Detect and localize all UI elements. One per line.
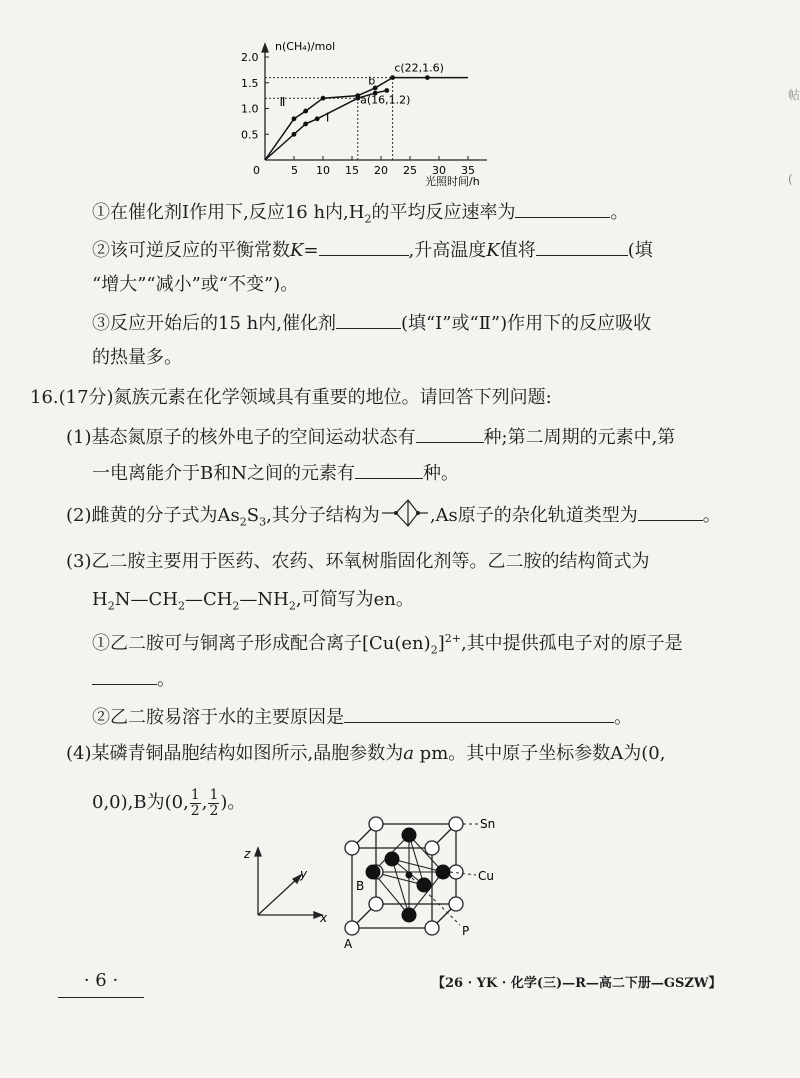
q16-heading: 16.(17分)氮族元素在化学领域具有重要的地位。请回答下列问题:: [30, 387, 552, 408]
q16-part4: (4)某磷青铜晶胞结构如图所示,晶胞参数为a pm。其中原子坐标参数A为(0,: [66, 743, 666, 764]
q16-part3: (3)乙二胺主要用于医药、农药、环氧树脂固化剂等。乙二胺的结构简式为: [66, 551, 650, 572]
edge-mark: 帖: [788, 88, 800, 102]
label-cu: Cu: [478, 869, 494, 883]
answer-blank[interactable]: [416, 424, 484, 443]
axis-x-label: x: [320, 911, 328, 925]
cu-atom: [417, 878, 432, 893]
x-tick-label: 30: [432, 164, 446, 177]
data-point: [303, 109, 308, 114]
sn-atom: [345, 921, 359, 935]
cu-atom: [402, 828, 417, 843]
x-tick-label: 20: [374, 164, 388, 177]
q15-sub1: ①在催化剂Ⅰ作用下,反应16 h内$,H_2$的平均反应速率为 。: [92, 199, 628, 232]
page-number: · 6 ·: [58, 970, 144, 998]
x-tick-label: 10: [316, 164, 330, 177]
p-atom: [406, 872, 413, 879]
data-point: [321, 96, 326, 101]
label-p: P: [462, 924, 470, 938]
point-annotation: c(22,1.6): [394, 61, 444, 75]
cu-atom: [436, 865, 451, 880]
sn-atom: [449, 817, 463, 831]
answer-blank[interactable]: [336, 310, 401, 329]
series-label: Ⅱ: [279, 94, 286, 109]
data-point: [303, 122, 308, 127]
q15-sub2-cont: “增大”“减小”或“不变”)。: [92, 274, 299, 295]
sn-atom: [425, 841, 439, 855]
sn-atom: [425, 921, 439, 935]
q16-part1: (1)基态氮原子的核外电子的空间运动状态有 种;第二周期的元素中,第: [66, 424, 675, 450]
answer-blank[interactable]: [536, 237, 628, 256]
y-tick-label: 1.0: [241, 102, 259, 116]
edge-mark: (: [788, 172, 793, 186]
q16-part1-cont: 一电离能介于B和N之间的元素有 种。: [92, 460, 459, 486]
cu-atom: [366, 865, 381, 880]
sn-atom: [449, 897, 463, 911]
q16-part4-cont: 0,0),B为(0, $\frac{1}{2}$ , $\frac{1}{2}$ )。: [92, 786, 246, 819]
x-tick-label: 35: [461, 164, 475, 177]
exam-code: 【26 · YK · 化学(三)—R—高二下册—GSZW】: [432, 976, 722, 991]
point-annotation: a(16,1.2): [360, 93, 411, 107]
q16-part2: (2)雌黄的分子式为$As_2S_3$,其分子结构为 ,As原子的杂化轨道类型为 。: [66, 502, 721, 535]
y-axis-label: n(CH₄)/mol: [275, 40, 336, 53]
fraction-half: $\frac{1}{2}$: [190, 786, 200, 819]
x-axis-label: 光照时间/h: [425, 175, 480, 188]
data-point: [292, 116, 297, 121]
sn-atom: [369, 817, 383, 831]
q15-sub3-cont: 的热量多。: [92, 347, 182, 368]
answer-blank[interactable]: [92, 666, 157, 685]
sn-atom: [369, 897, 383, 911]
label-sn: Sn: [480, 817, 496, 831]
series-label: Ⅰ: [325, 110, 330, 125]
cu-atom: [385, 852, 400, 867]
fraction-half: $\frac{1}{2}$: [209, 786, 219, 819]
answer-blank[interactable]: [344, 704, 614, 723]
x-tick-label: 25: [403, 164, 417, 177]
answer-blank[interactable]: [319, 237, 409, 256]
answer-blank[interactable]: [355, 460, 423, 479]
q15-sub3: ③反应开始后的15 h内,催化剂 (填“Ⅰ”或“Ⅱ”)作用下的反应吸收: [92, 310, 651, 336]
q16-part3-sub1-cont: 。: [92, 666, 175, 692]
point-annotation: b: [368, 74, 376, 88]
methane-time-chart: [225, 30, 505, 195]
as2s3-structure-diagram: [380, 496, 430, 530]
q16-part3-sub2: ②乙二胺易溶于水的主要原因是 。: [92, 704, 632, 730]
q16-part3-sub1: ①乙二胺可与铜离子形成配合离子$[Cu(en)_2]^{2+}$,其中提供孤电子对的原子是: [92, 632, 683, 657]
sn-atom: [345, 841, 359, 855]
y-tick-label: 2.0: [241, 51, 259, 64]
axis-y-label: y: [300, 867, 308, 881]
answer-blank[interactable]: [515, 199, 610, 218]
label-b: B: [356, 879, 365, 893]
label-a: A: [344, 937, 353, 951]
x-tick-label: 5: [291, 164, 298, 177]
data-point: [292, 132, 297, 137]
y-tick-label: 0.5: [241, 128, 259, 142]
y-tick-label: 1.5: [241, 76, 259, 90]
cu-atom: [402, 908, 417, 923]
coordinate-axes-diagram: [238, 840, 338, 930]
phosphor-bronze-unit-cell-diagram: [330, 810, 510, 960]
q16-part3-formula: $H_2N—CH_2—CH_2—NH_2$,可简写为en。: [92, 589, 414, 613]
axis-z-label: z: [244, 847, 251, 861]
data-point: [425, 75, 430, 80]
x-tick-label: 0: [253, 164, 260, 177]
data-point: [390, 75, 395, 80]
x-tick-label: 15: [345, 164, 359, 177]
data-point: [315, 116, 320, 121]
data-point: [384, 88, 389, 93]
q15-sub2: ②该可逆反应的平衡常数K= ,升高温度K值将 (填: [92, 237, 653, 263]
answer-blank[interactable]: [638, 502, 703, 521]
